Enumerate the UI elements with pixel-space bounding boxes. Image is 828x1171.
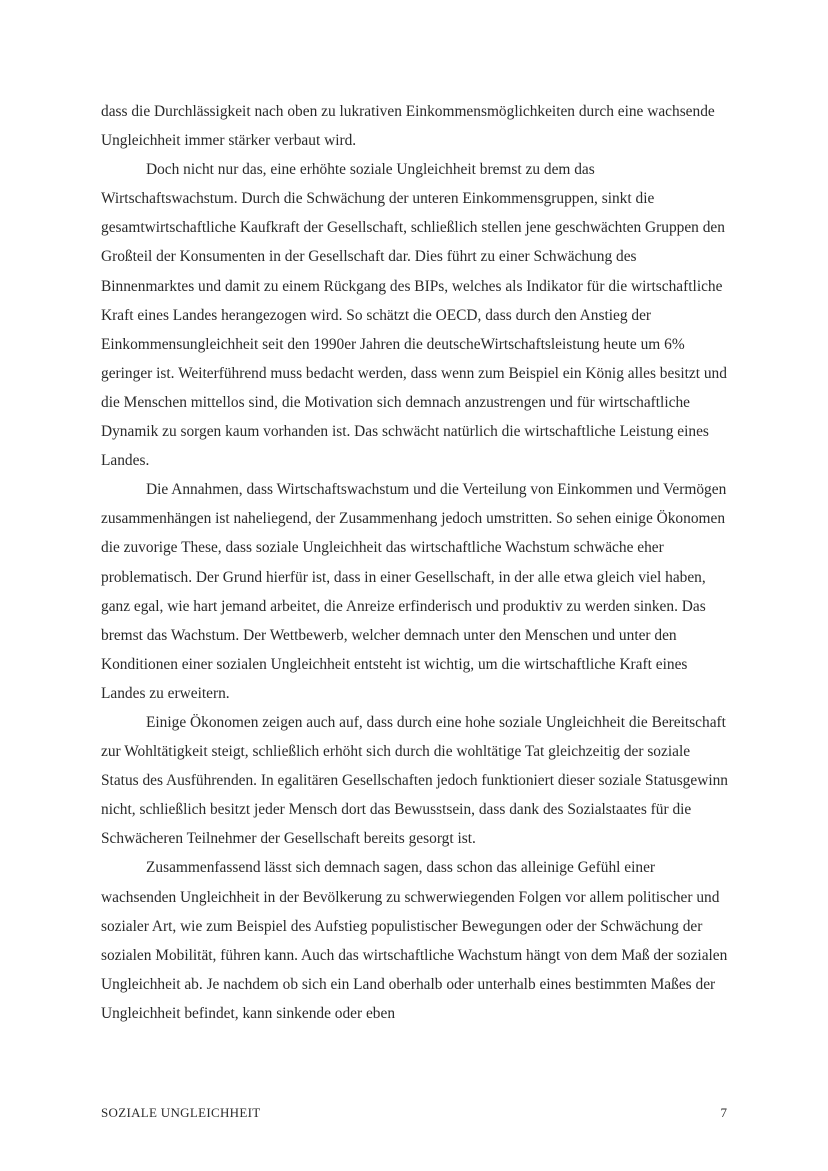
paragraph-charity: Einige Ökonomen zeigen auch auf, dass durch eine hohe soziale Ungleichheit die Bereitschaft zur Wohltätigkeit steigt, schließlich erhöht sich durch die wohltätige Tat gleichzeitig der soziale Status des Ausführenden. In egalitären Gesellschaften jedoch funktioniert dieser soziale Statusgewinn nicht, schließlich besitzt jeder Mensch dort das Bewusstsein, dass dank des Sozialstaates für die Schwächeren Teilnehmer der Gesellschaft bereits gesorgt ist. [101,713,728,848]
paragraph-economic-growth: Doch nicht nur das, eine erhöhte soziale Ungleichheit bremst zu dem das Wirtschaftswachstum. Durch die Schwächung der unteren Einkommensgruppen, sinkt die gesamtwirtschaftliche Kaufkraft der Gesellschaft, schließlich stellen jene geschwächten Gruppen den Großteil der Konsumenten in der Gesellschaft dar. Dies führt zu einer Schwächung des Binnenmarktes und damit zu einem Rückgang des BIPs, welches als Indikator für die wirtschaftliche Kraft eines Landes herangezogen wird. So schätzt die OECD, dass durch den Anstieg der Einkommensungleichheit seit den 1990er Jahren die deutscheWirtschaftsleistung heute um 6% geringer ist. Weiterführend muss bedacht werden, dass wenn zum Beispiel ein König alles besitzt und die Menschen mittellos sind, die Motivation sich demnach anzustrengen und für wirtschaftliche Dynamik zu sorgen kaum vorhanden ist. Das schwächt natürlich die wirtschaftliche Leistung eines Landes. [101,161,727,470]
paragraph-growth-debate: Die Annahmen, dass Wirtschaftswachstum und die Verteilung von Einkommen und Vermögen zusammenhängen ist naheliegend, der Zusammenhang jedoch umstritten. So sehen einige Ökonomen die zuvorige These, dass soziale Ungleichheit das wirtschaftliche Wachstum schwäche eher problematisch. Der Grund hierfür ist, dass in einer Gesellschaft, in der alle etwa gleich viel haben, ganz egal, wie hart jemand arbeitet, die Anreize erfinderisch und produktiv zu werden sinken. Das bremst das Wachstum. Der Wettbewerb, welcher demnach unter den Menschen und unter den Konditionen einer sozialen Ungleichheit entsteht ist wichtig, um die wirtschaftliche Kraft eines Landes zu erweitern. [101,481,727,702]
paragraph-summary: Zusammenfassend lässt sich demnach sagen, dass schon das alleinige Gefühl einer wachsenden Ungleichheit in der Bevölkerung zu schwerwiegenden Folgen vor allem politischer und sozialer Art, wie zum Beispiel des Aufstieg populistischer Bewegungen oder der Schwächung der sozialen Mobilität, führen kann. Auch das wirtschaftliche Wachstum hängt von dem Maß der sozialen Ungleichheit ab. Je nachdem ob sich ein Land oberhalb oder unterhalb eines bestimmten Maßes der Ungleichheit befindet, kann sinkende oder eben [101,859,728,1022]
page-number: 7 [720,1105,727,1120]
body-text [101,97,729,1028]
footer-title: SOZIALE UNGLEICHHEIT [101,1105,261,1120]
paragraph-continuation: dass die Durchlässigkeit nach oben zu lukrativen Einkommensmöglichkeiten durch eine wachsende Ungleichheit immer stärker verbaut wird. [101,103,715,150]
